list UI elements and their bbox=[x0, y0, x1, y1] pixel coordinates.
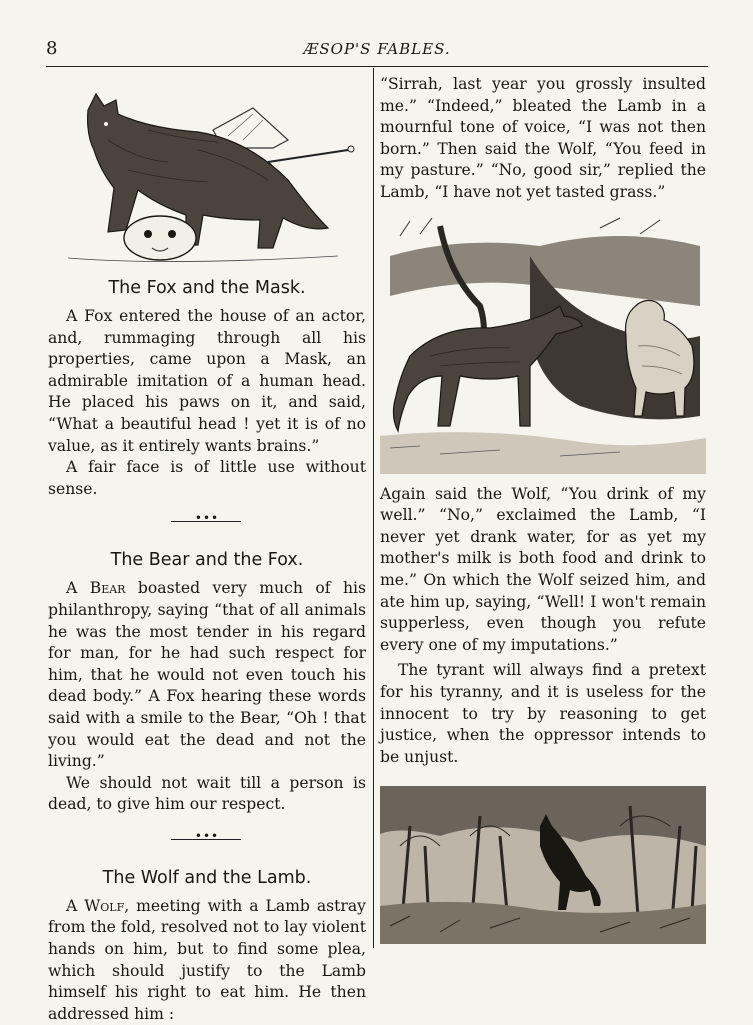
fox-mask-icon bbox=[48, 70, 366, 270]
ornament-divider bbox=[48, 828, 366, 846]
bear-fox-text: A Bear boasted very much of his philanthropy, saying “that of all animals he was the most tender in his regard for man, for he had such respect for him, that he would not even touch his dead body.” A Fox hearing these words said with a smile to the Bear, “Oh ! that you would eat the dead and not the living.” bbox=[48, 579, 367, 771]
bear-lead-word: Bear bbox=[89, 579, 126, 598]
wolf-lamb-continuation: Again said the Wolf, “You drink of my well.” “No,” exclaimed the Lamb, “I never yet drank water, for as yet my mother's milk is both food and drink to me.” On which the Wolf seized him, and ate him up, saying, “Well! I won't remain supperless, even though you refute every one of my imputations.” bbox=[380, 484, 706, 654]
left-column bbox=[48, 70, 366, 1025]
fox-mask-text: A Fox entered the house of an actor, and, rummaging through all his properties, came upon a Mask, an admirable imitation of a human head. He placed his paws on it, and said, “What a beautiful head ! yet it is of no value, as it entirely wants brains.” bbox=[48, 307, 366, 455]
wolf-lamb-icon bbox=[380, 216, 706, 474]
ornament-divider bbox=[48, 511, 366, 528]
page-header bbox=[46, 38, 708, 60]
ornament-dots: ••• bbox=[194, 511, 220, 526]
bear-fox-title: The Bear and the Fox. bbox=[110, 550, 304, 571]
wolf-lamb-dialogue: “Sirrah, last year you grossly insulted me.” “Indeed,” bleated the Lamb in a mournful tone of voice, “I was not then born.” Then said the Wolf, “You feed in my pasture.” “No, good sir,” replied the Lamb, “I have not yet tasted grass.” bbox=[380, 75, 706, 201]
wolf-lamb-moral: The tyrant will always find a pretext for his tyranny, and it is useless for the innocent to try by reasoning to get justice, when the oppressor intends to be unjust. bbox=[380, 661, 706, 766]
wolf-lead-word: Wolf bbox=[84, 896, 125, 915]
bear-fox-moral: We should not wait till a person is dead, to give him our respect. bbox=[48, 773, 366, 814]
wolf-forest-illustration bbox=[380, 786, 706, 944]
header-rule bbox=[46, 66, 708, 67]
wolf-lamb-illustration bbox=[380, 216, 706, 474]
wolf-lamb-text: A Wolf, meeting with a Lamb astray from the fold, resolved not to lay violent hands on him, but to find some plea, which should justify to the Lamb himself his right to eat him. He then addressed him : bbox=[48, 896, 366, 1023]
right-column bbox=[380, 70, 706, 944]
wolf-forest-icon bbox=[380, 786, 706, 944]
running-head: ÆSOP'S FABLES. bbox=[303, 40, 451, 58]
fox-mask-title: The Fox and the Mask. bbox=[108, 278, 306, 298]
fox-mask-moral: A fair face is of little use without sense. bbox=[48, 458, 366, 498]
fox-mask-illustration bbox=[48, 70, 366, 270]
ornament-dots: ••• bbox=[194, 828, 220, 843]
page-number: 8 bbox=[46, 38, 58, 59]
column-divider bbox=[373, 68, 374, 948]
wolf-lamb-title: The Wolf and the Lamb. bbox=[102, 867, 312, 888]
